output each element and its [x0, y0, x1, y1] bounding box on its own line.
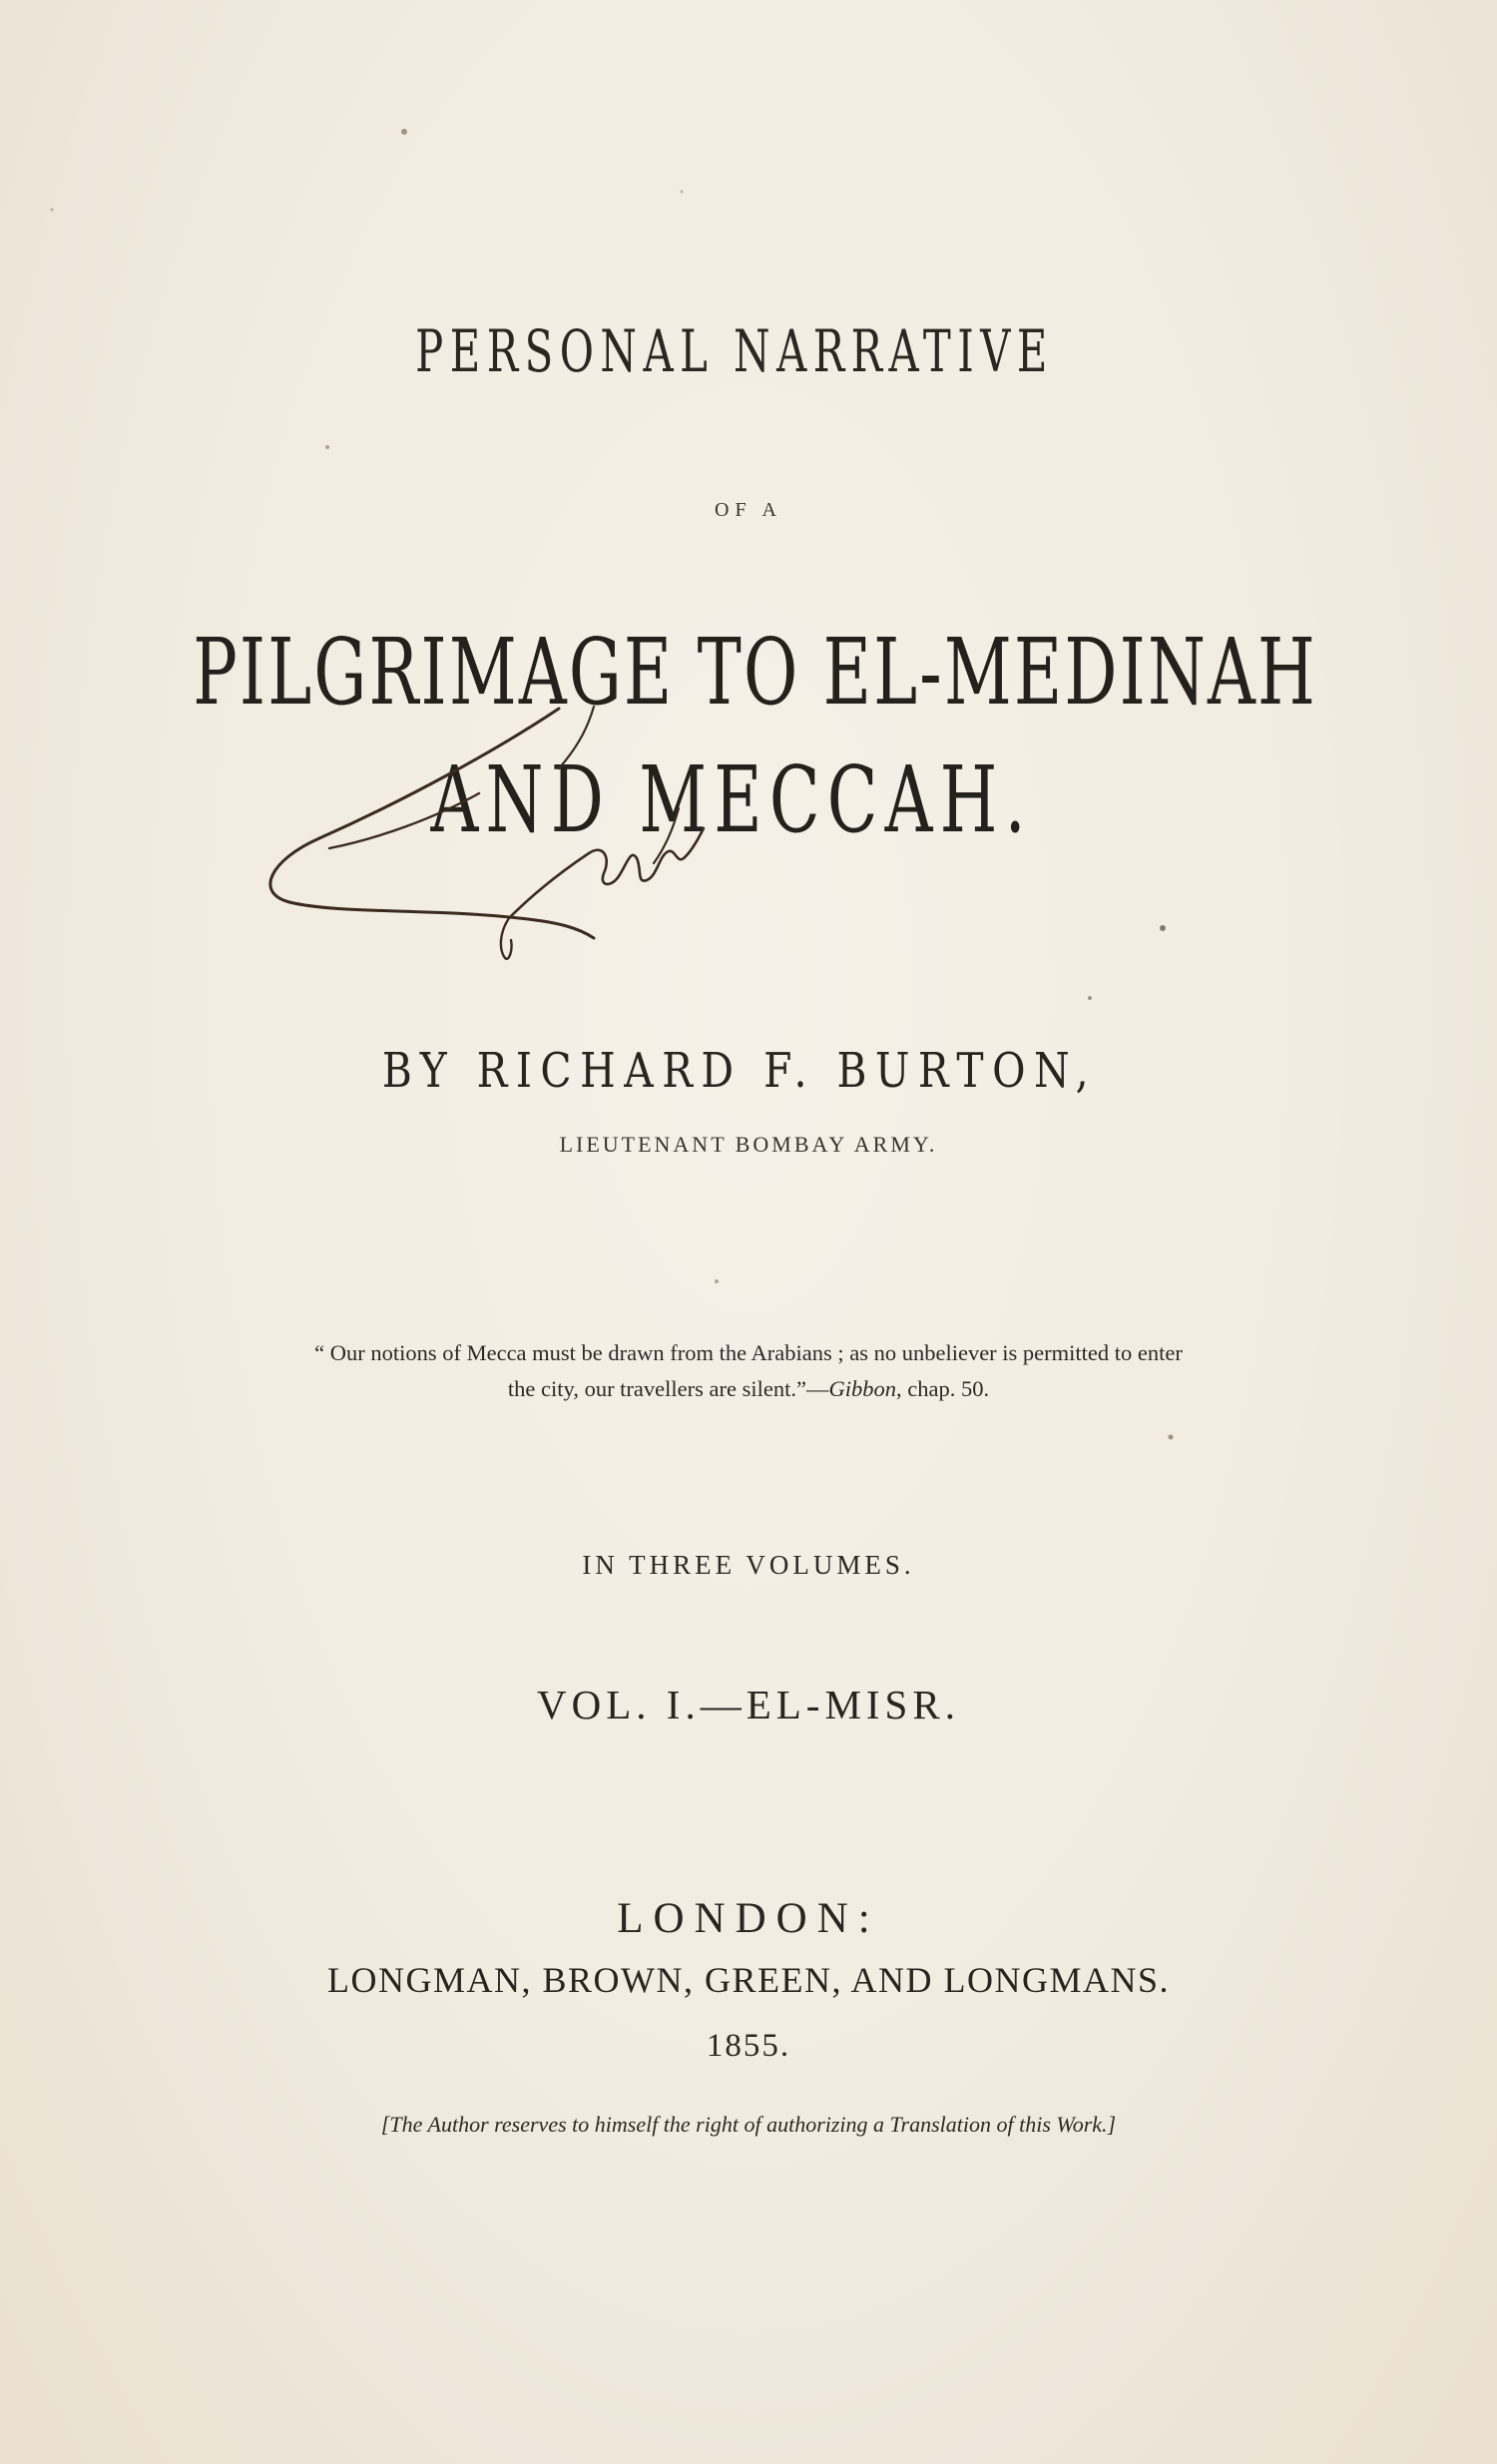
title-line-pilgrimage: PILGRIMAGE TO EL-MEDINAH [193, 619, 1317, 726]
imprint-year: 1855. [706, 2028, 791, 2064]
epigraph-line-2 [0, 1371, 1497, 1407]
epigraph-line-1: “ Our notions of Mecca must be drawn from the Arabians ; as no unbeliever is permitted to enter [314, 1340, 1183, 1365]
epigraph-line-2-end: , chap. 50. [895, 1376, 990, 1401]
rights-notice: [The Author reserves to himself the right of authorizing a Translation of this Work.] [380, 2112, 1117, 2137]
author-byline: BY RICHARD F. BURTON, [381, 1043, 1098, 1099]
epigraph-line-2-start: the city, our travellers are silent.”— [507, 1376, 829, 1401]
epigraph-source: Gibbon [828, 1376, 896, 1401]
imprint-city: LONDON: [617, 1895, 880, 1942]
title-line-personal-narrative: PERSONAL NARRATIVE [415, 317, 1054, 385]
title-line-meccah: AND MECCAH. [430, 746, 1033, 853]
volume-label: VOL. I.—EL-MISR. [537, 1682, 960, 1727]
author-rank: LIEUTENANT BOMBAY ARMY. [559, 1132, 938, 1157]
imprint-publisher: LONGMAN, BROWN, GREEN, AND LONGMANS. [327, 1960, 1170, 2000]
epigraph [0, 1335, 1497, 1407]
volume-count: IN THREE VOLUMES. [582, 1550, 915, 1580]
title-connector: OF A [715, 499, 782, 521]
